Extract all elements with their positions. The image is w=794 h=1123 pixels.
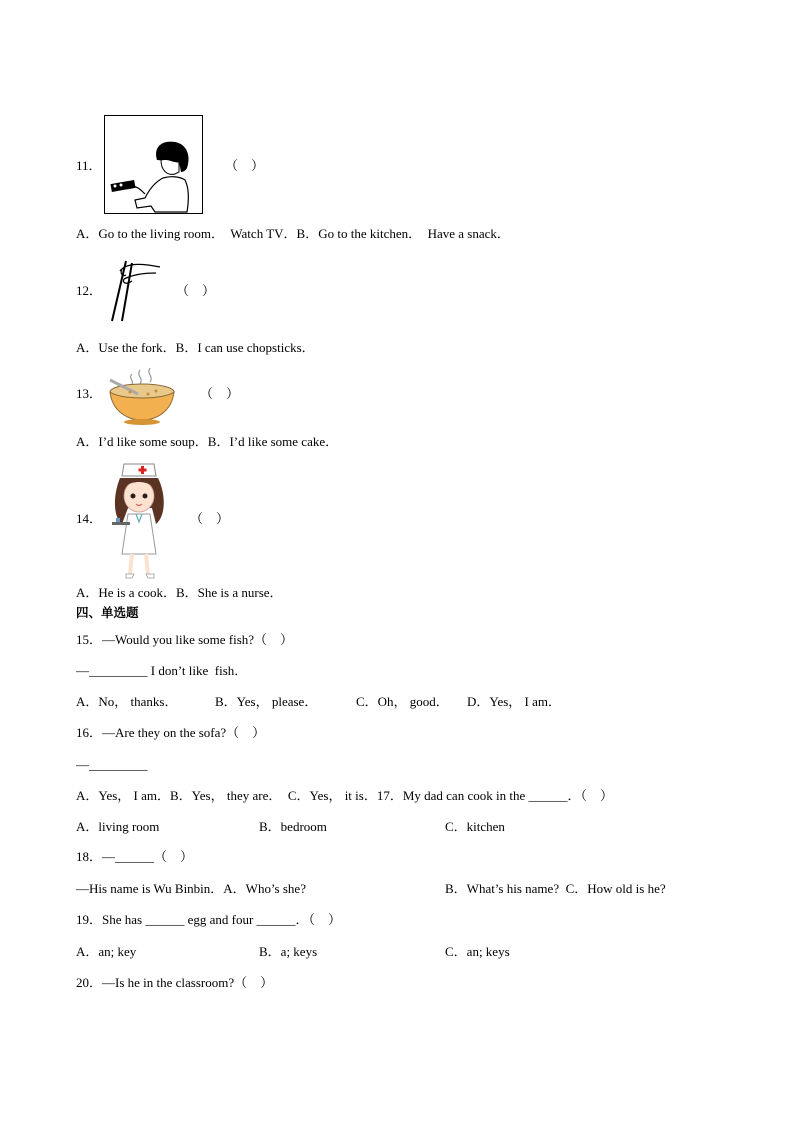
- q12-number: 12．: [76, 283, 103, 298]
- q14-number: 14．: [76, 511, 103, 526]
- chopsticks-hand-icon: [106, 257, 162, 323]
- q20-stem: 20．—Is he in the classroom?（ ）: [76, 975, 274, 990]
- q18-stem: 18．—______（ ）: [76, 849, 194, 864]
- q19-option-b: B．a; keys: [259, 944, 318, 959]
- q15-reply-prefix: —: [76, 663, 89, 678]
- q19-option-c: C．an; keys: [445, 944, 510, 959]
- section-heading: 四、单选题: [76, 605, 139, 620]
- woman-with-remote-icon: [104, 115, 203, 214]
- q15-reply-blank: _________: [89, 663, 148, 678]
- q15-reply: [76, 663, 247, 679]
- q12-paren: （ ）: [176, 283, 216, 298]
- q13-paren: （ ）: [200, 386, 240, 401]
- q17-option-a: A．living room: [76, 819, 160, 834]
- q11-options: A．Go to the living room． Watch TV．B．Go to the kitchen． Have a snack．: [76, 226, 510, 241]
- q13-options: A．I’d like some soup．B．I’d like some cake．: [76, 434, 339, 449]
- q15-reply-suffix: I don’t like fish．: [147, 663, 248, 678]
- q12-options: A．Use the fork．B．I can use chopsticks．: [76, 340, 315, 355]
- q13-number: 13．: [76, 386, 103, 401]
- q18-line2-right: B．What’s his name? C．How old is he?: [445, 881, 666, 896]
- q17-option-c: C．kitchen: [445, 819, 505, 834]
- q15-stem: 15．—Would you like some fish?（ ）: [76, 632, 294, 647]
- q14-options: A．He is a cook．B．She is a nurse．: [76, 585, 283, 600]
- q19-stem: 19．She has ______ egg and four ______．（ ）: [76, 912, 342, 927]
- q11-paren: （ ）: [225, 158, 265, 173]
- q11-number: 11．: [76, 158, 102, 173]
- q15-option-a: A．No， thanks．: [76, 694, 178, 709]
- q18-line2-left: —His name is Wu Binbin．A．Who’s she?: [76, 881, 306, 896]
- q19-option-a: A．an; key: [76, 944, 137, 959]
- q15-option-d: D．Yes， I am．: [467, 694, 562, 709]
- q16-stem: 16．—Are they on the sofa?（ ）: [76, 725, 266, 740]
- q15-option-b: B．Yes， please．: [215, 694, 318, 709]
- nurse-icon: [108, 458, 170, 580]
- q14-paren: （ ）: [190, 511, 230, 526]
- q17-option-b: B．bedroom: [259, 819, 327, 834]
- soup-bowl-icon: [104, 364, 180, 426]
- q16-options-line: A．Yes， I am．B．Yes， they are． C．Yes， it is．17．My dad can cook in the ______．（ ）: [76, 788, 613, 803]
- q15-option-c: C．Oh， good．: [356, 694, 449, 709]
- q16-reply: —_________: [76, 757, 148, 772]
